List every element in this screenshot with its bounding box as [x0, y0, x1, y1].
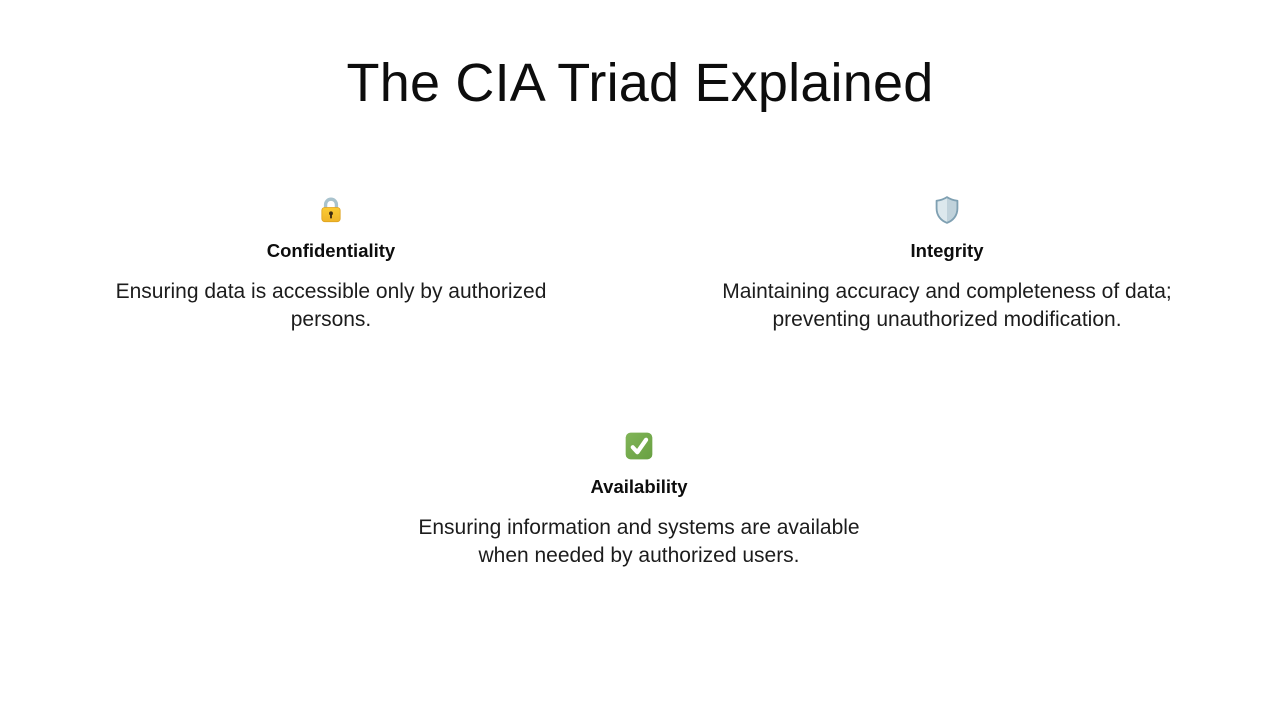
- section-heading: Availability: [590, 476, 688, 497]
- slide-title: The CIA Triad Explained: [346, 53, 934, 113]
- section-description: Ensuring information and systems are available when needed by authorized users.: [418, 516, 860, 567]
- lock-icon: [81, 195, 581, 227]
- section-description: Maintaining accuracy and completeness of data; preventing unauthorized modification.: [722, 280, 1172, 331]
- check-icon: [389, 431, 889, 463]
- section-heading: Integrity: [910, 240, 984, 261]
- section-integrity: [697, 195, 1197, 334]
- section-heading: Confidentiality: [266, 240, 396, 261]
- section-description: Ensuring data is accessible only by authorized persons.: [115, 280, 547, 331]
- shield-icon: [697, 195, 1197, 227]
- section-availability: [389, 431, 889, 570]
- section-confidentiality: [81, 195, 581, 334]
